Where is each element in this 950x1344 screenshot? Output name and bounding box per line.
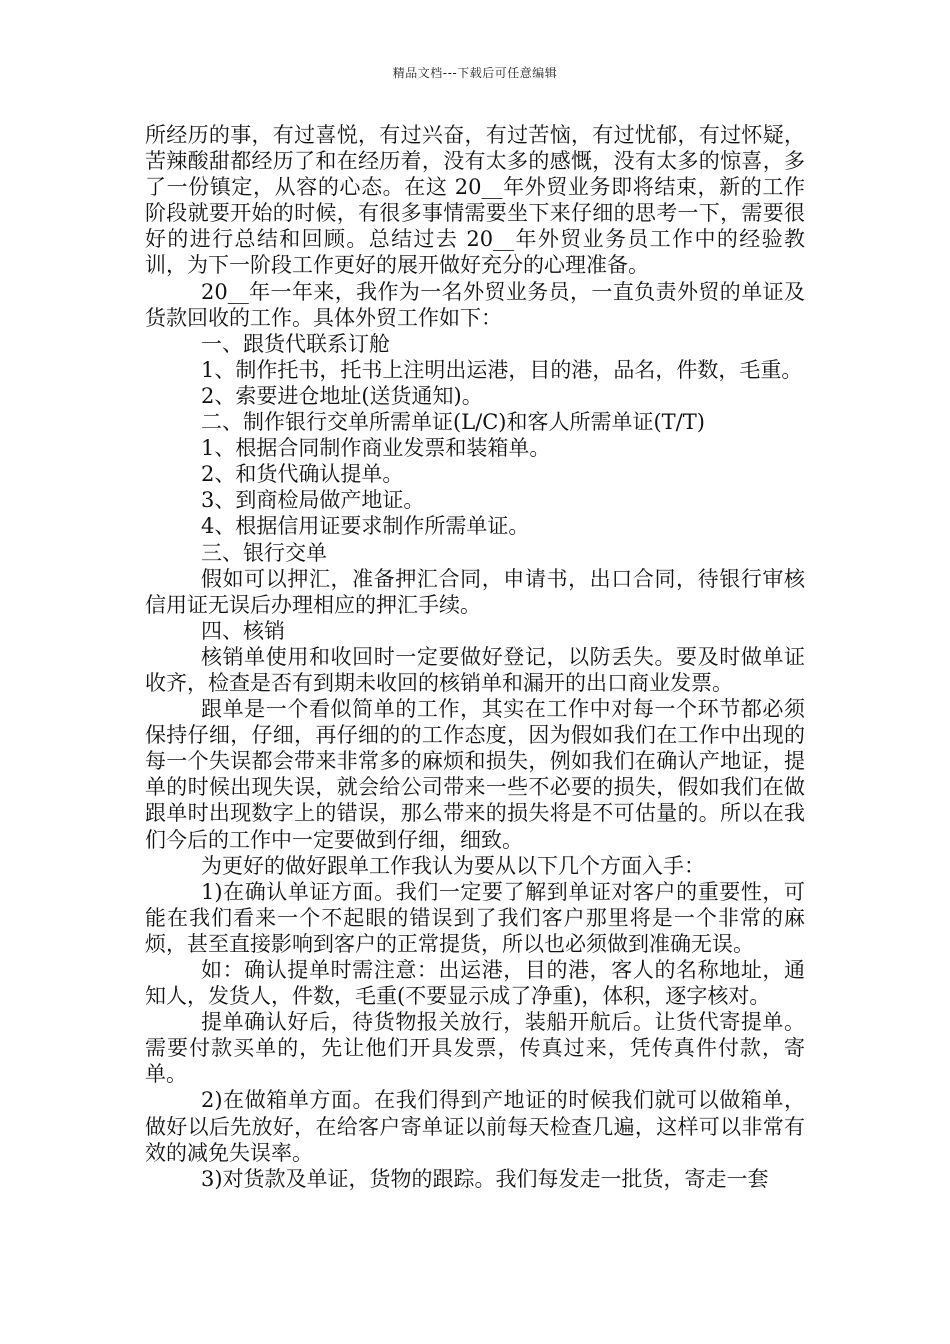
paragraph: 3)对货款及单证，货物的跟踪。我们每发走一批货，寄走一套: [201, 1166, 769, 1191]
paragraph: 20__年一年来，我作为一名外贸业务员，一直负责外贸的单证及货款回收的工作。具体外贸工作如下：: [145, 279, 805, 330]
paragraph: 所经历的事，有过喜悦，有过兴奋，有过苦恼，有过忧郁，有过怀疑，苦辣酸甜都经历了和在经历着，没有太多的感慨，没有太多的惊喜，多了一份镇定，从容的心态。在这 20__年外贸业务即将结束，新的工作阶段就要开始的时候，有很多事情需要坐下来仔细的思考一下，需要很好的进行总结和回顾。总结过去 20__年外贸业务员工作中的经验教训，为下一阶段工作更好的展开做好充分的心理准备。: [145, 123, 805, 278]
paragraph: 为更好的做好跟单工作我认为要从以下几个方面入手：: [201, 853, 705, 878]
paragraph: 2、和货代确认提单。: [201, 462, 404, 487]
paragraph: 1、制作托书，托书上注明出运港，目的港，品名，件数，毛重。: [201, 357, 803, 382]
paragraph: 2)在做箱单方面。在我们得到产地证的时候我们就可以做箱单，做好以后先放好，在给客户寄单证以前每天检查几遍，这样可以非常有效的减免失误率。: [145, 1088, 805, 1165]
paragraph: 二、制作银行交单所需单证(L/C)和客人所需单证(T/T): [201, 410, 705, 435]
paragraph: 1、根据合同制作商业发票和装箱单。: [201, 436, 551, 461]
paragraph: 跟单是一个看似简单的工作，其实在工作中对每一个环节都必须保持仔细，仔细，再仔细的的工作态度，因为假如我们在工作中出现的每一个失误都会带来非常多的麻烦和损失，例如我们在确认产地证，提单的时候出现失误，就会给公司带来一些不必要的损失，假如我们在做跟单时出现数字上的错误，那么带来的损失将是不可估量的。所以在我们今后的工作中一定要做到仔细，细致。: [145, 697, 805, 852]
paragraph: 提单确认好后，待货物报关放行，装船开航后。让货代寄提单。需要付款买单的，先让他们开具发票，传真过来，凭传真件付款，寄单。: [145, 1010, 805, 1087]
paragraph: 2、索要进仓地址(送货通知)。: [201, 383, 483, 408]
document-body: [145, 122, 805, 1192]
paragraph: 一、跟货代联系订舱: [201, 331, 390, 356]
paragraph: 如：确认提单时需注意：出运港，目的港，客人的名称地址，通知人，发货人，件数，毛重(不要显示成了净重)，体积，逐字核对。: [145, 958, 805, 1009]
page-header: 精品文档---下载后可任意编辑: [392, 66, 558, 80]
paragraph: 四、核销: [201, 618, 285, 643]
paragraph: 3、到商检局做产地证。: [201, 488, 425, 513]
paragraph: 1)在确认单证方面。我们一定要了解到单证对客户的重要性，可能在我们看来一个不起眼的错误到了我们客户那里将是一个非常的麻烦，甚至直接影响到客户的正常提货，所以也必须做到准确无误。: [145, 879, 805, 956]
paragraph: 三、银行交单: [201, 540, 327, 565]
paragraph: 假如可以押汇，准备押汇合同，申请书，出口合同，待银行审核信用证无误后办理相应的押汇手续。: [145, 566, 805, 617]
paragraph: 4、根据信用证要求制作所需单证。: [201, 514, 530, 539]
paragraph: 核销单使用和收回时一定要做好登记，以防丢失。要及时做单证收齐，检查是否有到期未收回的核销单和漏开的出口商业发票。: [145, 644, 805, 695]
